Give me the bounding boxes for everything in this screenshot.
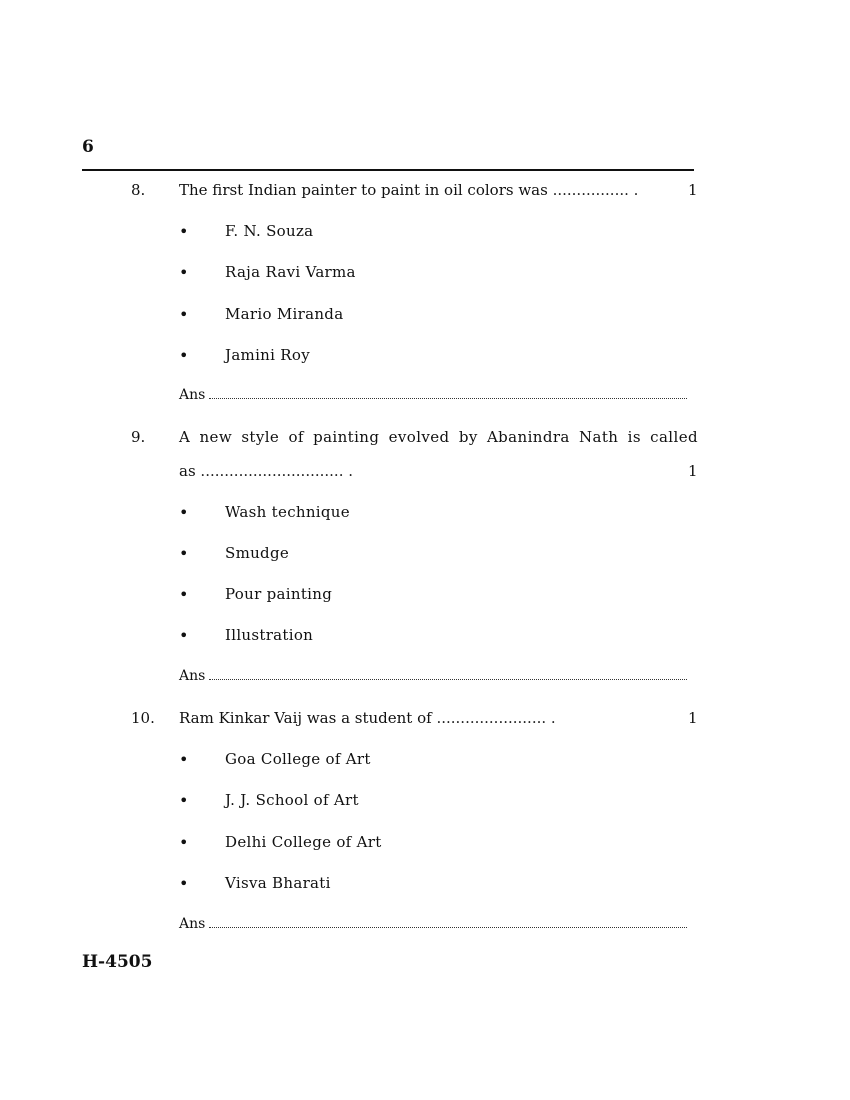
- answer-blank: ....................... .: [436, 709, 556, 727]
- answer-line[interactable]: Ans: [179, 916, 687, 932]
- question-text: A new style of painting evolved by Abanindra Nath is called: [179, 428, 698, 446]
- header-rule: [82, 169, 694, 171]
- bullet-icon: •: [179, 222, 189, 241]
- answer-line[interactable]: Ans: [179, 387, 687, 403]
- bullet-icon: •: [179, 346, 189, 365]
- bullet-icon: •: [179, 585, 189, 604]
- answer-line[interactable]: Ans: [179, 668, 687, 684]
- page-number: 6: [82, 137, 94, 157]
- question-number: 10.: [131, 709, 155, 727]
- bullet-icon: •: [179, 305, 189, 324]
- question-marks: 1: [688, 181, 698, 199]
- question-number: 9.: [131, 428, 146, 446]
- bullet-icon: •: [179, 874, 189, 893]
- bullet-icon: •: [179, 544, 189, 563]
- bullet-icon: •: [179, 833, 189, 852]
- question-text: The first Indian painter to paint in oil colors was ................ .: [179, 181, 639, 199]
- bullet-icon: •: [179, 791, 189, 810]
- bullet-icon: •: [179, 503, 189, 522]
- question-marks: 1: [688, 709, 698, 727]
- paper-code: H-4505: [82, 952, 153, 972]
- bullet-icon: •: [179, 750, 189, 769]
- answer-blank: .............................. .: [200, 462, 353, 480]
- answer-blank: ................ .: [552, 181, 639, 199]
- question-marks: 1: [688, 462, 698, 480]
- question-text-continued: as .............................. .: [179, 462, 353, 480]
- question-number: 8.: [131, 181, 146, 199]
- bullet-icon: •: [179, 626, 189, 645]
- question-text: Ram Kinkar Vaij was a student of ....................... .: [179, 709, 556, 727]
- bullet-icon: •: [179, 263, 189, 282]
